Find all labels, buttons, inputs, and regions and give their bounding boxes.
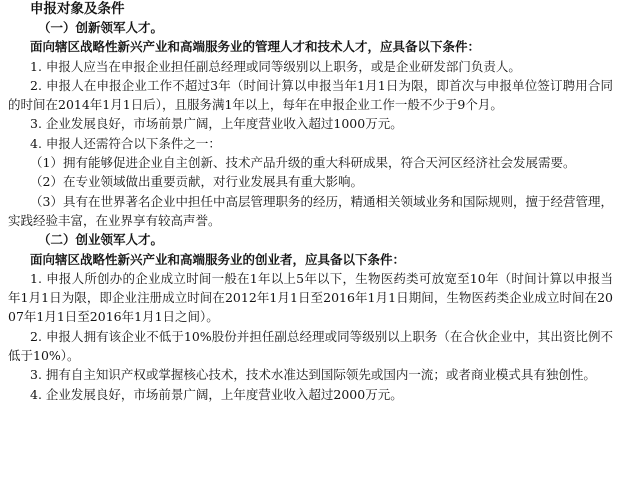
paragraph: （一）创新领军人才。: [38, 20, 164, 35]
paragraph: （1）拥有能够促进企业自主创新、技术产品升级的重大科研成果，符合天河区经济社会发展需要。: [30, 155, 576, 171]
section-title: 申报对象及条件: [30, 1, 125, 17]
paragraph: 3. 企业发展良好，市场前景广阔，上年度营业收入超过1000万元。: [30, 116, 403, 132]
paragraph: 1. 申报人应当在申报企业担任副总经理或同等级别以上职务，或是企业研发部门负责人。: [30, 58, 521, 74]
paragraph: （2）在专业领域做出重要贡献，对行业发展具有重大影响。: [30, 174, 363, 190]
paragraph: 1. 申报人所创办的企业成立时间一般在1年以上5年以下，生物医药类可放宽至10年（时间计算以申报当年1月1日为限，即企业注册成立时间在2012年1月1日至2016年1月1日期间，生物医药类企业成立时间在2007年1月1日至2016年1月1日之间）。: [8, 270, 613, 325]
paragraph: 4. 企业发展良好，市场前景广阔，上年度营业收入超过2000万元。: [30, 386, 403, 402]
paragraph: 4. 申报人还需符合以下条件之一：: [30, 135, 221, 151]
paragraph: 2. 申报人在申报企业工作不超过3年（时间计算以申报当年1月1日为限，即首次与申报单位签订聘用合同的时间在2014年1月1日后），且服务满1年以上，每年在申报企业工作一般不少于9个月。: [8, 77, 613, 113]
paragraph: 面向辖区战略性新兴产业和高端服务业的管理人才和技术人才，应具备以下条件：: [30, 39, 481, 55]
document-body: [8, 18, 613, 404]
paragraph: 面向辖区战略性新兴产业和高端服务业的创业者，应具备以下条件：: [30, 251, 406, 267]
paragraph: 3. 拥有自主知识产权或掌握核心技术，技术水准达到国际领先或国内一流；或者商业模式具有独创性。: [30, 367, 596, 383]
paragraph: （3）具有在世界著名企业中担任中高层管理职务的经历，精通相关领域业务和国际规则，擅于经营管理，实践经验丰富，在业界享有较高声誉。: [8, 193, 613, 228]
paragraph: 2. 申报人拥有该企业不低于10%股份并担任副总经理或同等级别以上职务（在合伙企业中，其出资比例不低于10%）。: [8, 328, 613, 364]
paragraph: （二）创业领军人才。: [38, 232, 164, 248]
